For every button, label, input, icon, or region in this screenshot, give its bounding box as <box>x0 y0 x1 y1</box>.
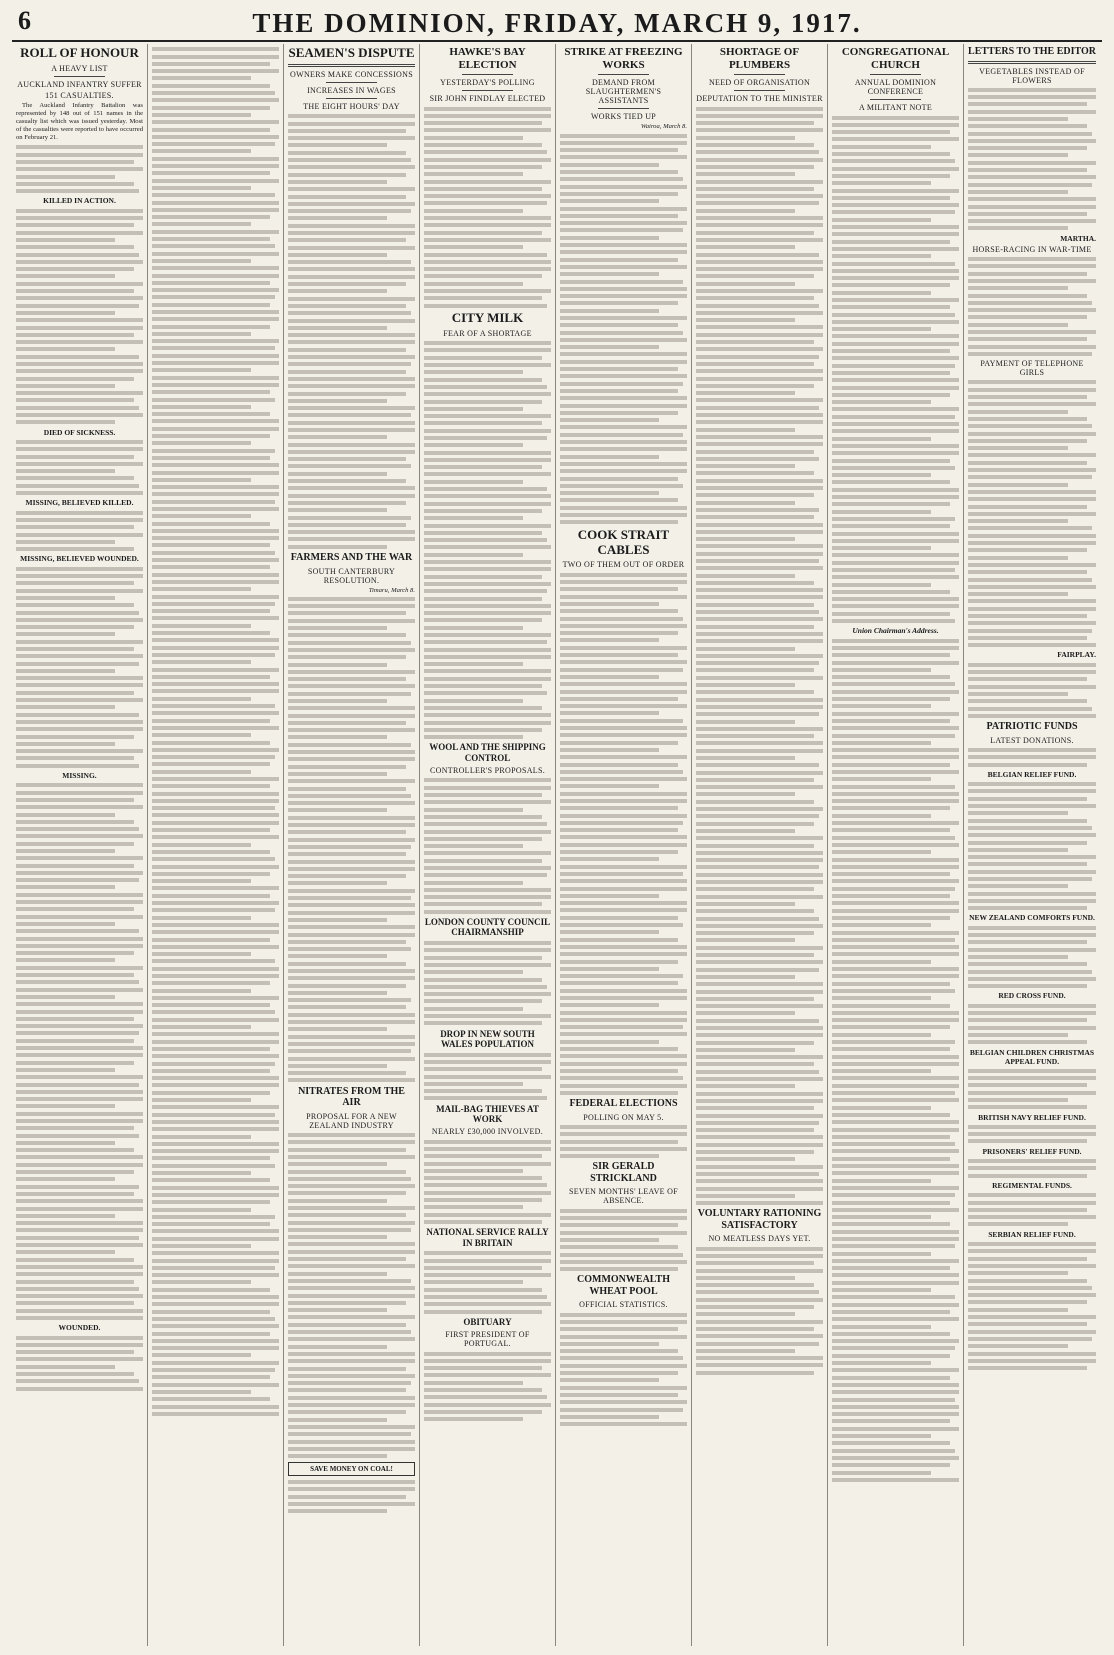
column-hawkes-bay <box>420 44 556 1646</box>
text-block <box>288 597 415 1083</box>
headline-obituary: OBITUARY <box>463 1316 512 1327</box>
text-block <box>424 341 551 739</box>
article-intro: The Auckland Infantry Battalion was represented by 148 out of 151 names in the casualty list which was issued yesterday. Most of the casualties were reported to have occurred on February 21. <box>16 101 143 142</box>
deck-findlay: SIR JOHN FINDLAY ELECTED <box>429 94 546 104</box>
section-missing-killed: MISSING, BELIEVED KILLED. <box>25 498 134 508</box>
text-block <box>560 1209 687 1271</box>
headline-strike: STRIKE AT FREEZING WORKS <box>564 46 683 71</box>
deck-south-canterbury: SOUTH CANTERBURY RESOLUTION. <box>307 566 396 585</box>
column-letters <box>964 44 1100 1646</box>
text-block <box>968 782 1096 910</box>
fund-prisoners: PRISONERS' RELIEF FUND. <box>982 1146 1082 1156</box>
deck-polling-may: POLLING ON MAY 5. <box>583 1112 664 1122</box>
text-block <box>968 1242 1096 1370</box>
deck-casualties: 151 CASUALTIES. <box>45 90 114 100</box>
headline-congregational: CONGREGATIONAL CHURCH <box>841 46 950 71</box>
masthead <box>12 4 1102 42</box>
text-block <box>832 639 959 1482</box>
text-block <box>968 663 1096 718</box>
column-strike <box>556 44 692 1646</box>
dateline-timaru: Timaru, March 8. <box>368 586 415 594</box>
text-block <box>560 1125 687 1158</box>
deck-vegetables: VEGETABLES INSTEAD OF FLOWERS <box>979 66 1085 85</box>
headline-national-service: NATIONAL SERVICE RALLY IN BRITAIN <box>426 1227 549 1248</box>
headline-cook-strait: COOK STRAIT CABLES <box>577 526 670 557</box>
deck-horse-racing: HORSE-RACING IN WAR-TIME <box>972 244 1092 254</box>
headline-wool: WOOL AND THE SHIPPING CONTROL <box>429 742 546 763</box>
column-congregational <box>828 44 964 1646</box>
text-block <box>288 1133 415 1458</box>
headline-nitrates: NITRATES FROM THE AIR <box>298 1085 405 1109</box>
text-block <box>560 134 687 525</box>
text-block <box>152 47 279 1416</box>
headline-seamens-dispute: SEAMEN'S DISPUTE <box>288 45 415 60</box>
section-wounded: WOUNDED. <box>58 1323 101 1333</box>
text-block <box>288 114 415 549</box>
signature-fairplay: FAIRPLAY. <box>1057 650 1096 660</box>
text-block <box>288 1480 415 1513</box>
deck-polling: YESTERDAY'S POLLING <box>440 78 535 88</box>
column-casualty-list <box>148 44 284 1646</box>
text-block <box>16 511 143 551</box>
page-number: 6 <box>18 6 31 35</box>
headline-strickland: SIR GERALD STRICKLAND <box>590 1161 657 1184</box>
fund-navy: BRITISH NAVY RELIEF FUND. <box>978 1112 1086 1122</box>
deck-controller: CONTROLLER'S PROPOSALS. <box>429 766 546 776</box>
section-died: DIED OF SICKNESS. <box>43 427 116 437</box>
newspaper-title: THE DOMINION, FRIDAY, MARCH 9, 1917. <box>252 8 862 38</box>
text-block <box>696 107 823 1206</box>
deck-works-tied: WORKS TIED UP <box>590 112 657 122</box>
deck-militant: A MILITANT NOTE <box>858 103 933 113</box>
deck-two-out: TWO OF THEM OUT OF ORDER <box>562 560 685 570</box>
text-block <box>424 778 551 913</box>
text-block <box>696 1247 823 1375</box>
text-block <box>968 380 1096 647</box>
advertisement-coal: SAVE MONEY ON COAL! <box>288 1462 415 1476</box>
deck-slaughtermen: DEMAND FROM SLAUGHTERMEN'S ASSISTANTS <box>585 78 662 106</box>
deck-increases: INCREASES IN WAGES <box>307 85 396 95</box>
text-block <box>968 1125 1096 1144</box>
headline-hawkes-bay: HAWKE'S BAY ELECTION <box>449 46 526 71</box>
deck-donations: LATEST DONATIONS. <box>990 735 1074 745</box>
headline-wheat-pool: COMMONWEALTH WHEAT POOL <box>577 1274 670 1297</box>
headline-rationing: VOLUNTARY RATIONING SATISFACTORY <box>697 1208 822 1231</box>
deck-shortage: FEAR OF A SHORTAGE <box>443 328 532 338</box>
column-roll-of-honour <box>12 44 148 1646</box>
section-missing-wounded: MISSING, BELIEVED WOUNDED. <box>20 554 139 564</box>
text-block <box>16 783 143 1320</box>
headline-farmers-war: FARMERS AND THE WAR <box>290 552 413 564</box>
fund-serbian: SERBIAN RELIEF FUND. <box>988 1229 1076 1239</box>
deck-deputation: DEPUTATION TO THE MINISTER <box>696 94 823 104</box>
headline-plumbers: SHORTAGE OF PLUMBERS <box>719 46 800 71</box>
column-seamens-dispute <box>284 44 420 1646</box>
deck-heavy-list: A HEAVY LIST <box>51 63 108 73</box>
section-killed: KILLED IN ACTION. <box>43 196 116 206</box>
text-block <box>968 748 1096 767</box>
headline-mail-bag: MAIL-BAG THIEVES AT WORK <box>436 1103 539 1125</box>
fund-comforts: NEW ZEALAND COMFORTS FUND. <box>969 913 1095 923</box>
deck-leave: SEVEN MONTHS' LEAVE OF ABSENCE. <box>568 1187 678 1206</box>
columns <box>12 44 1102 1646</box>
section-missing: MISSING. <box>62 771 97 781</box>
text-block <box>560 1313 687 1426</box>
column-plumbers <box>692 44 828 1646</box>
text-block <box>968 1069 1096 1109</box>
text-block <box>16 567 143 768</box>
deck-eight-hours: THE EIGHT HOURS' DAY <box>303 101 400 111</box>
text-block <box>968 1004 1096 1044</box>
text-block <box>832 116 959 623</box>
deck-auckland-infantry: AUCKLAND INFANTRY SUFFER <box>17 79 142 89</box>
headline-federal: FEDERAL ELECTIONS <box>569 1098 678 1110</box>
text-block <box>424 1053 551 1101</box>
deck-meatless: NO MEATLESS DAYS YET. <box>708 1234 811 1244</box>
text-block <box>968 926 1096 988</box>
text-block <box>16 440 143 495</box>
text-block <box>424 1352 551 1422</box>
deck-portugal: FIRST PRESIDENT OF PORTUGAL. <box>445 1330 530 1349</box>
signature-martha: MARTHA. <box>1060 233 1096 243</box>
deck-owners: OWNERS MAKE CONCESSIONS <box>290 69 413 79</box>
text-block <box>424 107 551 308</box>
text-block <box>424 941 551 1025</box>
text-block <box>424 1251 551 1313</box>
text-block <box>16 209 143 425</box>
fund-red-cross: RED CROSS FUND. <box>998 991 1066 1001</box>
text-block <box>16 1336 143 1391</box>
headline-patriotic: PATRIOTIC FUNDS <box>986 721 1078 733</box>
text-block <box>424 1140 551 1224</box>
headline-london-council: LONDON COUNTY COUNCIL CHAIRMANSHIP <box>424 917 551 938</box>
deck-annual: ANNUAL DOMINION CONFERENCE <box>854 78 937 97</box>
text-block <box>16 145 143 193</box>
subhead-chairman: Union Chairman's Address. <box>852 626 939 636</box>
text-block <box>968 88 1096 231</box>
deck-telephone: PAYMENT OF TELEPHONE GIRLS <box>980 359 1084 378</box>
deck-nearly: NEARLY £30,000 INVOLVED. <box>431 1127 544 1137</box>
fund-belgian: BELGIAN RELIEF FUND. <box>987 769 1077 779</box>
headline-roll-of-honour: ROLL OF HONOUR <box>20 45 139 60</box>
headline-letters: LETTERS TO THE EDITOR <box>968 46 1096 57</box>
fund-belgian-children: BELGIAN CHILDREN CHRISTMAS APPEAL FUND. <box>969 1047 1095 1066</box>
text-block <box>968 1193 1096 1226</box>
text-block <box>968 257 1096 356</box>
text-block <box>968 1159 1096 1178</box>
dateline-wairoa: Wairoa, March 8. <box>640 123 687 131</box>
fund-regimental: REGIMENTAL FUNDS. <box>992 1180 1072 1190</box>
deck-organisation: NEED OF ORGANISATION <box>708 78 811 88</box>
text-block <box>560 573 687 1095</box>
deck-nz-industry: PROPOSAL FOR A NEW ZEALAND INDUSTRY <box>306 1111 397 1130</box>
headline-nsw-population: DROP IN NEW SOUTH WALES POPULATION <box>440 1028 535 1049</box>
deck-statistics: OFFICIAL STATISTICS. <box>579 1300 668 1310</box>
headline-city-milk: CITY MILK <box>451 309 524 325</box>
